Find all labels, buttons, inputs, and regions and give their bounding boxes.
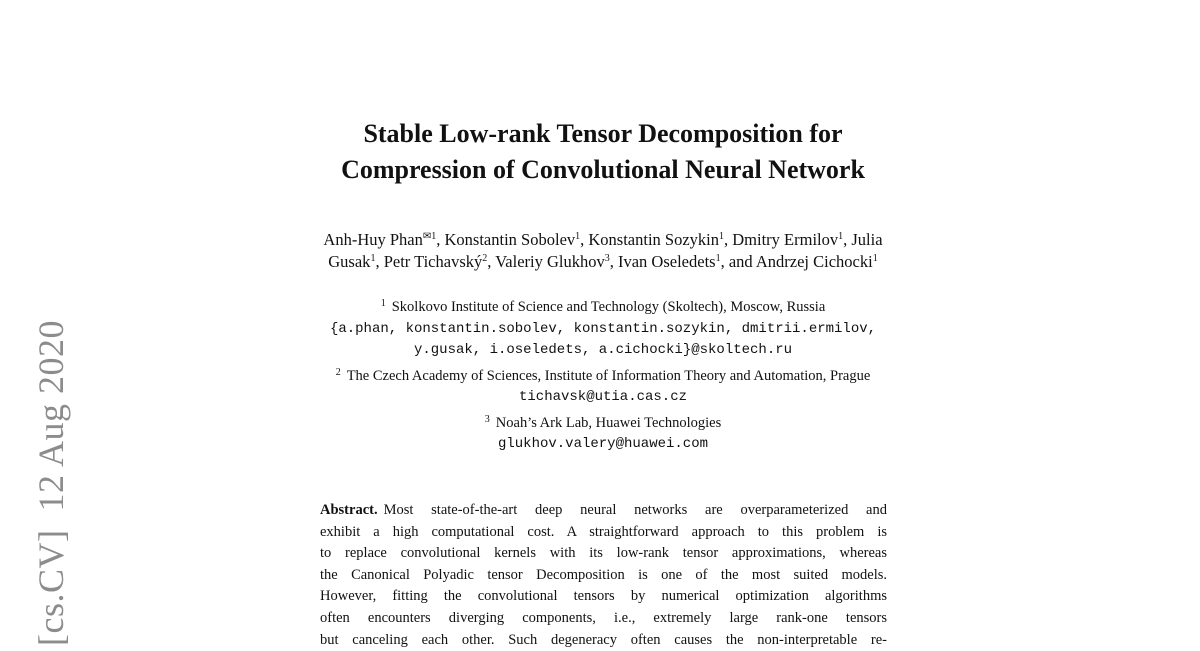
author-name: Andrzej Cichocki [755, 252, 873, 271]
author-separator: , Julia [843, 230, 883, 249]
author-separator: , and [720, 252, 756, 271]
author-mark: 1 [838, 231, 844, 242]
affiliation-email: tichavsk@utia.cas.cz [518, 389, 688, 405]
affiliation-number: 1 [380, 298, 386, 309]
affiliation-institution: Skolkovo Institute of Science and Technology (Skoltech), Moscow, Russia [391, 299, 826, 315]
abstract-line: However, fitting the convolutional tensors by numerical optimization algorithms [320, 588, 887, 605]
abstract-line: but canceling each other. Such degeneracy often causes the non-interpretable re- [320, 631, 887, 648]
author-line-1 [0, 229, 1200, 251]
author-mark: 1 [575, 231, 581, 242]
abstract-line: Abstract. Most state-of-the-art deep neural networks are overparameterized and [320, 502, 887, 518]
affiliation-2 [0, 362, 1200, 388]
abstract [320, 500, 887, 651]
author-name: Valeriy Glukhov [495, 252, 605, 271]
author-separator: , [724, 230, 733, 249]
author-separator: , [609, 252, 618, 271]
author-mark: ✉1 [422, 231, 437, 242]
author-mark: 1 [370, 253, 376, 264]
author-separator: , [487, 252, 496, 271]
author-name: Dmitry Ermilov [732, 230, 839, 249]
arxiv-date: 12 Aug 2020 [31, 320, 71, 512]
abstract-line: the Canonical Polyadic tensor Decomposition is one of the most suited models. [320, 566, 887, 583]
author-mark: 1 [715, 253, 721, 264]
affiliation-institution: Noah’s Ark Lab, Huawei Technologies [495, 414, 722, 431]
author-name: Petr Tichavský [383, 252, 483, 271]
affiliation-1 [0, 293, 1200, 319]
abstract-line: to replace convolutional kernels with its low-rank tensor approximations, whereas [320, 545, 887, 562]
author-mark: 1 [872, 253, 878, 264]
author-mark: 2 [482, 253, 488, 264]
abstract-line: exhibit a high computational cost. A straightforward approach to this problem is [320, 523, 887, 540]
affiliation-number: 2 [335, 366, 341, 378]
affiliation-email: {a.phan, konstantin.sobolev, konstantin.sozykin, dmitrii.ermilov, [329, 320, 877, 337]
affiliations [0, 293, 1200, 456]
title-line-1: Stable Low-rank Tensor Decomposition for [363, 119, 843, 148]
author-name: Gusak [328, 252, 371, 271]
author-separator: , [375, 252, 384, 271]
abstract-line: often encounters diverging components, i.e., extremely large rank-one tensors [320, 609, 887, 626]
author-name: Ivan Oseledets [617, 252, 716, 271]
affiliation-email: glukhov.valery@huawei.com [497, 436, 709, 452]
author-name: Anh-Huy Phan [323, 230, 423, 249]
affiliation-number: 3 [484, 413, 490, 425]
affiliation-email: y.gusak, i.oseledets, a.cichocki}@skoltech.ru [413, 342, 793, 358]
paper-title [0, 116, 1200, 188]
author-name: Konstantin Sobolev [444, 230, 576, 249]
author-list [0, 229, 1200, 273]
author-separator: , [580, 230, 589, 249]
affiliation-institution: The Czech Academy of Sciences, Institute of Information Theory and Automation, Prague [346, 367, 871, 384]
author-mark: 3 [604, 253, 610, 264]
abstract-label: Abstract. [320, 502, 378, 518]
author-name: Konstantin Sozykin [588, 230, 720, 249]
author-mark: 1 [719, 231, 725, 242]
title-line-2: Compression of Convolutional Neural Network [341, 155, 865, 184]
arxiv-category: [cs.CV] [31, 529, 71, 646]
author-separator: , [436, 230, 445, 249]
affiliation-3 [0, 409, 1200, 435]
author-line-2 [0, 251, 1200, 273]
